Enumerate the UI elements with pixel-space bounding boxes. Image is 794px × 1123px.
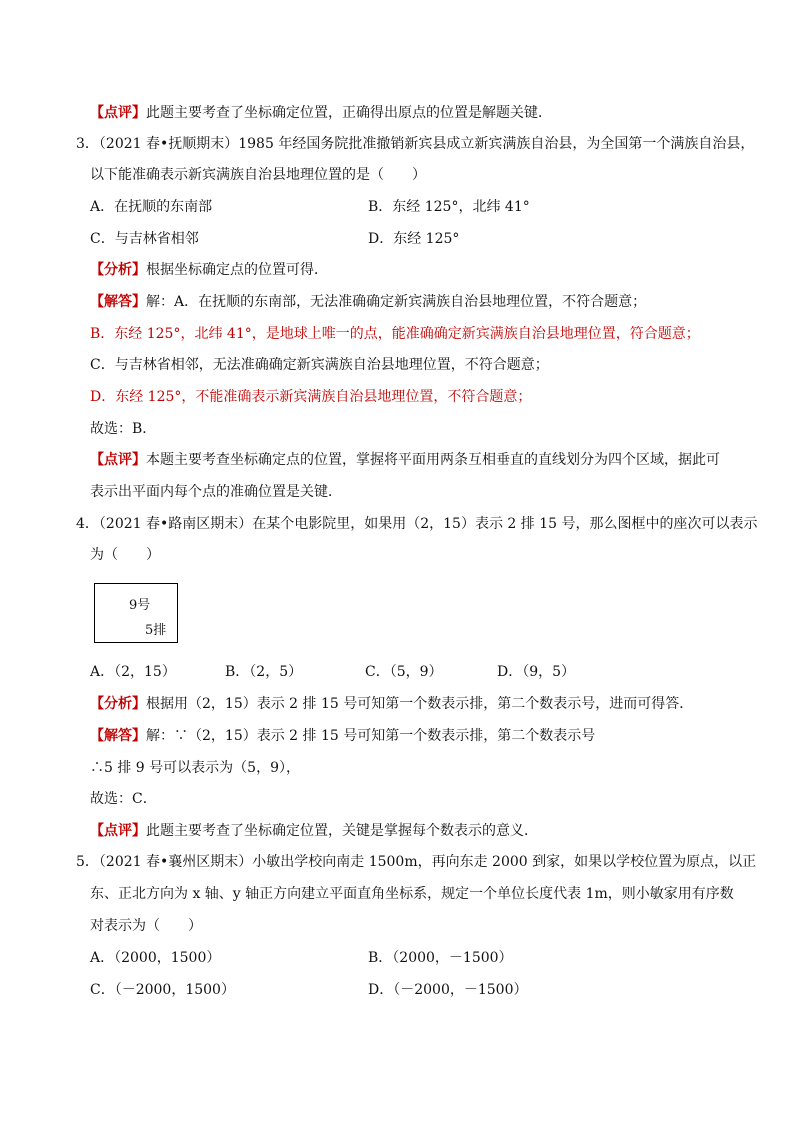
q3-answer-c: C．与吉林省相邻，无法准确确定新宾满族自治县地理位置，不符合题意； xyxy=(90,357,549,373)
q4-choice: 故选：C． xyxy=(90,791,157,807)
answer-text: 解：∵（2，15）表示 2 排 15 号可知第一个数表示排，第二个数表示号 xyxy=(146,728,596,744)
q4-option-b: B．（2，5） xyxy=(225,664,303,680)
answer-text: 解：A．在抚顺的东南部，无法准确确定新宾满族自治县地理位置，不符合题意； xyxy=(146,294,647,310)
q4-comment xyxy=(90,821,538,841)
q4-stem-line2: 为（ ） xyxy=(90,547,160,563)
answer-tag: 【解答】 xyxy=(90,728,146,744)
top-comment xyxy=(90,103,552,123)
q5-option-d: D．（－2000，－1500） xyxy=(368,982,528,998)
comment-tag: 【点评】 xyxy=(90,105,146,121)
comment-text: 此题主要考查了坐标确定位置，关键是掌握每个数表示的意义． xyxy=(146,823,538,839)
q4-analysis xyxy=(90,694,693,714)
q4-answer-line2: ∴5 排 9 号可以表示为（5，9）， xyxy=(90,760,300,776)
analysis-text: 根据坐标确定点的位置可得． xyxy=(146,262,328,278)
q3-stem-line2: 以下能准确表示新宾满族自治县地理位置的是（ ） xyxy=(90,167,426,183)
answer-tag: 【解答】 xyxy=(90,294,146,310)
seat-number-label: 9号 xyxy=(129,598,151,613)
q5-option-b: B．（2000，－1500） xyxy=(368,950,513,966)
q3-choice: 故选：B． xyxy=(90,421,157,437)
q3-option-b: B．东经 125°，北纬 41° xyxy=(368,199,530,215)
q5-option-a: A．（2000，1500） xyxy=(90,950,221,966)
q3-comment-line2: 表示出平面内每个点的准确位置是关键． xyxy=(90,484,342,500)
analysis-tag: 【分析】 xyxy=(90,696,146,712)
q5-stem-line1: 5．（2021 春•襄州区期末）小敏出学校向南走 1500m，再向东走 2000 到家，如果以学校位置为原点，以正 xyxy=(76,854,757,870)
q4-answer-line1 xyxy=(90,726,595,746)
q3-stem-line1: 3．（2021 春•抚顺期末）1985 年经国务院批准撤销新宾县成立新宾满族自治县，为全国第一个满族自治县， xyxy=(76,136,755,152)
q3-answer-b: B．东经 125°，北纬 41°，是地球上唯一的点，能准确确定新宾满族自治县地理位置，符合题意； xyxy=(90,326,700,342)
q4-option-d: D．（9，5） xyxy=(497,664,576,680)
q5-stem-line3: 对表示为（ ） xyxy=(90,918,202,934)
q5-stem-line2: 东、正北方向为 x 轴、y 轴正方向建立平面直角坐标系，规定一个单位长度代表 1m，则小敏家用有序数 xyxy=(90,886,734,902)
seat-frame xyxy=(94,583,178,643)
comment-tag: 【点评】 xyxy=(90,452,146,468)
q3-answer-d: D．东经 125°，不能准确表示新宾满族自治县地理位置，不符合题意； xyxy=(90,389,532,405)
q4-stem-line1: 4．（2021 春•路南区期末）在某个电影院里，如果用（2，15）表示 2 排 15 号，那么图框中的座次可以表示 xyxy=(76,516,758,532)
analysis-tag: 【分析】 xyxy=(90,262,146,278)
q3-comment-line1 xyxy=(90,450,720,470)
comment-text: 此题主要考查了坐标确定位置，正确得出原点的位置是解题关键． xyxy=(146,105,552,121)
row-number-label: 5排 xyxy=(145,623,167,638)
q5-option-c: C．（－2000，1500） xyxy=(90,982,235,998)
comment-tag: 【点评】 xyxy=(90,823,146,839)
q3-option-c: C．与吉林省相邻 xyxy=(90,231,199,247)
q3-option-a: A．在抚顺的东南部 xyxy=(90,199,213,215)
analysis-text: 根据用（2，15）表示 2 排 15 号可知第一个数表示排，第二个数表示号，进而可得答． xyxy=(146,696,694,712)
comment-text: 本题主要考查坐标确定点的位置，掌握将平面用两条互相垂直的直线划分为四个区域，据此可 xyxy=(146,452,720,468)
q3-analysis xyxy=(90,260,328,280)
q4-option-c: C．（5，9） xyxy=(365,664,443,680)
q3-option-d: D．东经 125° xyxy=(368,231,460,247)
q4-option-a: A．（2，15） xyxy=(90,664,176,680)
q3-answer-a xyxy=(90,292,646,312)
